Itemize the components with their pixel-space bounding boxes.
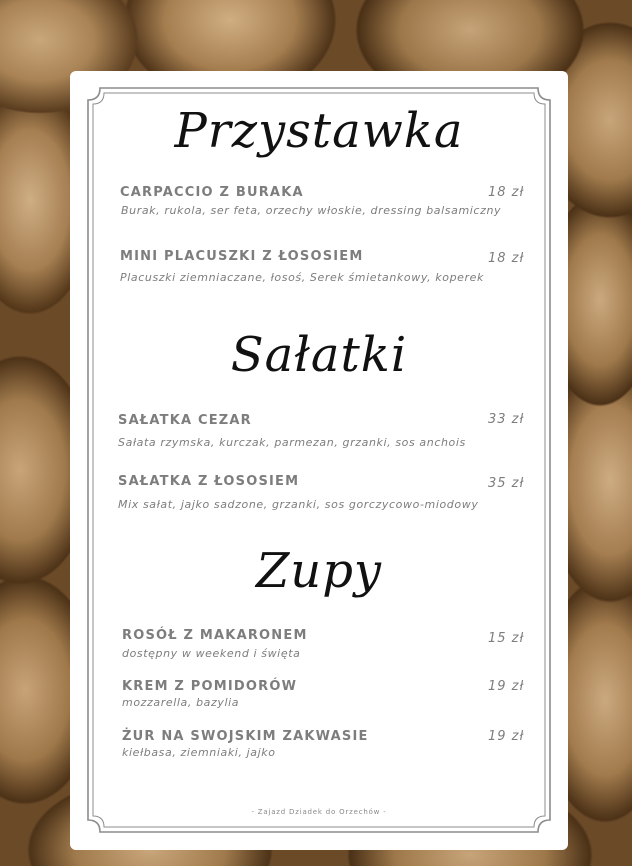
item-price: 33 zł: [488, 412, 525, 427]
item-description: Sałata rzymska, kurczak, parmezan, grzanki, sos anchois: [118, 436, 466, 449]
section-title-salatki: Sałatki: [230, 327, 408, 383]
item-description: kiełbasa, ziemniaki, jajko: [122, 746, 276, 759]
item-name: MINI PLACUSZKI Z ŁOSOSIEM: [120, 249, 364, 264]
item-price: 15 zł: [488, 631, 525, 646]
item-name: SAŁATKA Z ŁOSOSIEM: [118, 474, 300, 489]
item-name: CARPACCIO Z BURAKA: [120, 185, 304, 200]
item-price: 35 zł: [488, 476, 525, 491]
item-description: Placuszki ziemniaczane, łosoś, Serek śmietankowy, koperek: [120, 271, 484, 284]
item-description: mozzarella, bazylia: [122, 696, 240, 709]
item-name: ROSÓŁ Z MAKARONEM: [122, 628, 308, 643]
item-name: SAŁATKA CEZAR: [118, 413, 252, 428]
section-title-przystawka: Przystawka: [174, 103, 464, 159]
item-name: KREM Z POMIDORÓW: [122, 679, 298, 694]
item-description: Burak, rukola, ser feta, orzechy włoskie, dressing balsamiczny: [121, 204, 502, 217]
item-name: ŻUR NA SWOJSKIM ZAKWASIE: [122, 729, 369, 744]
restaurant-footer: - Zajazd Dziadek do Orzechów -: [251, 808, 387, 816]
item-price: 19 zł: [488, 679, 525, 694]
item-price: 18 zł: [488, 185, 525, 200]
section-title-zupy: Zupy: [255, 543, 383, 599]
item-description: dostępny w weekend i święta: [122, 647, 301, 660]
item-price: 19 zł: [488, 729, 525, 744]
item-price: 18 zł: [488, 251, 525, 266]
item-description: Mix sałat, jajko sadzone, grzanki, sos gorczycowo-miodowy: [118, 498, 479, 511]
